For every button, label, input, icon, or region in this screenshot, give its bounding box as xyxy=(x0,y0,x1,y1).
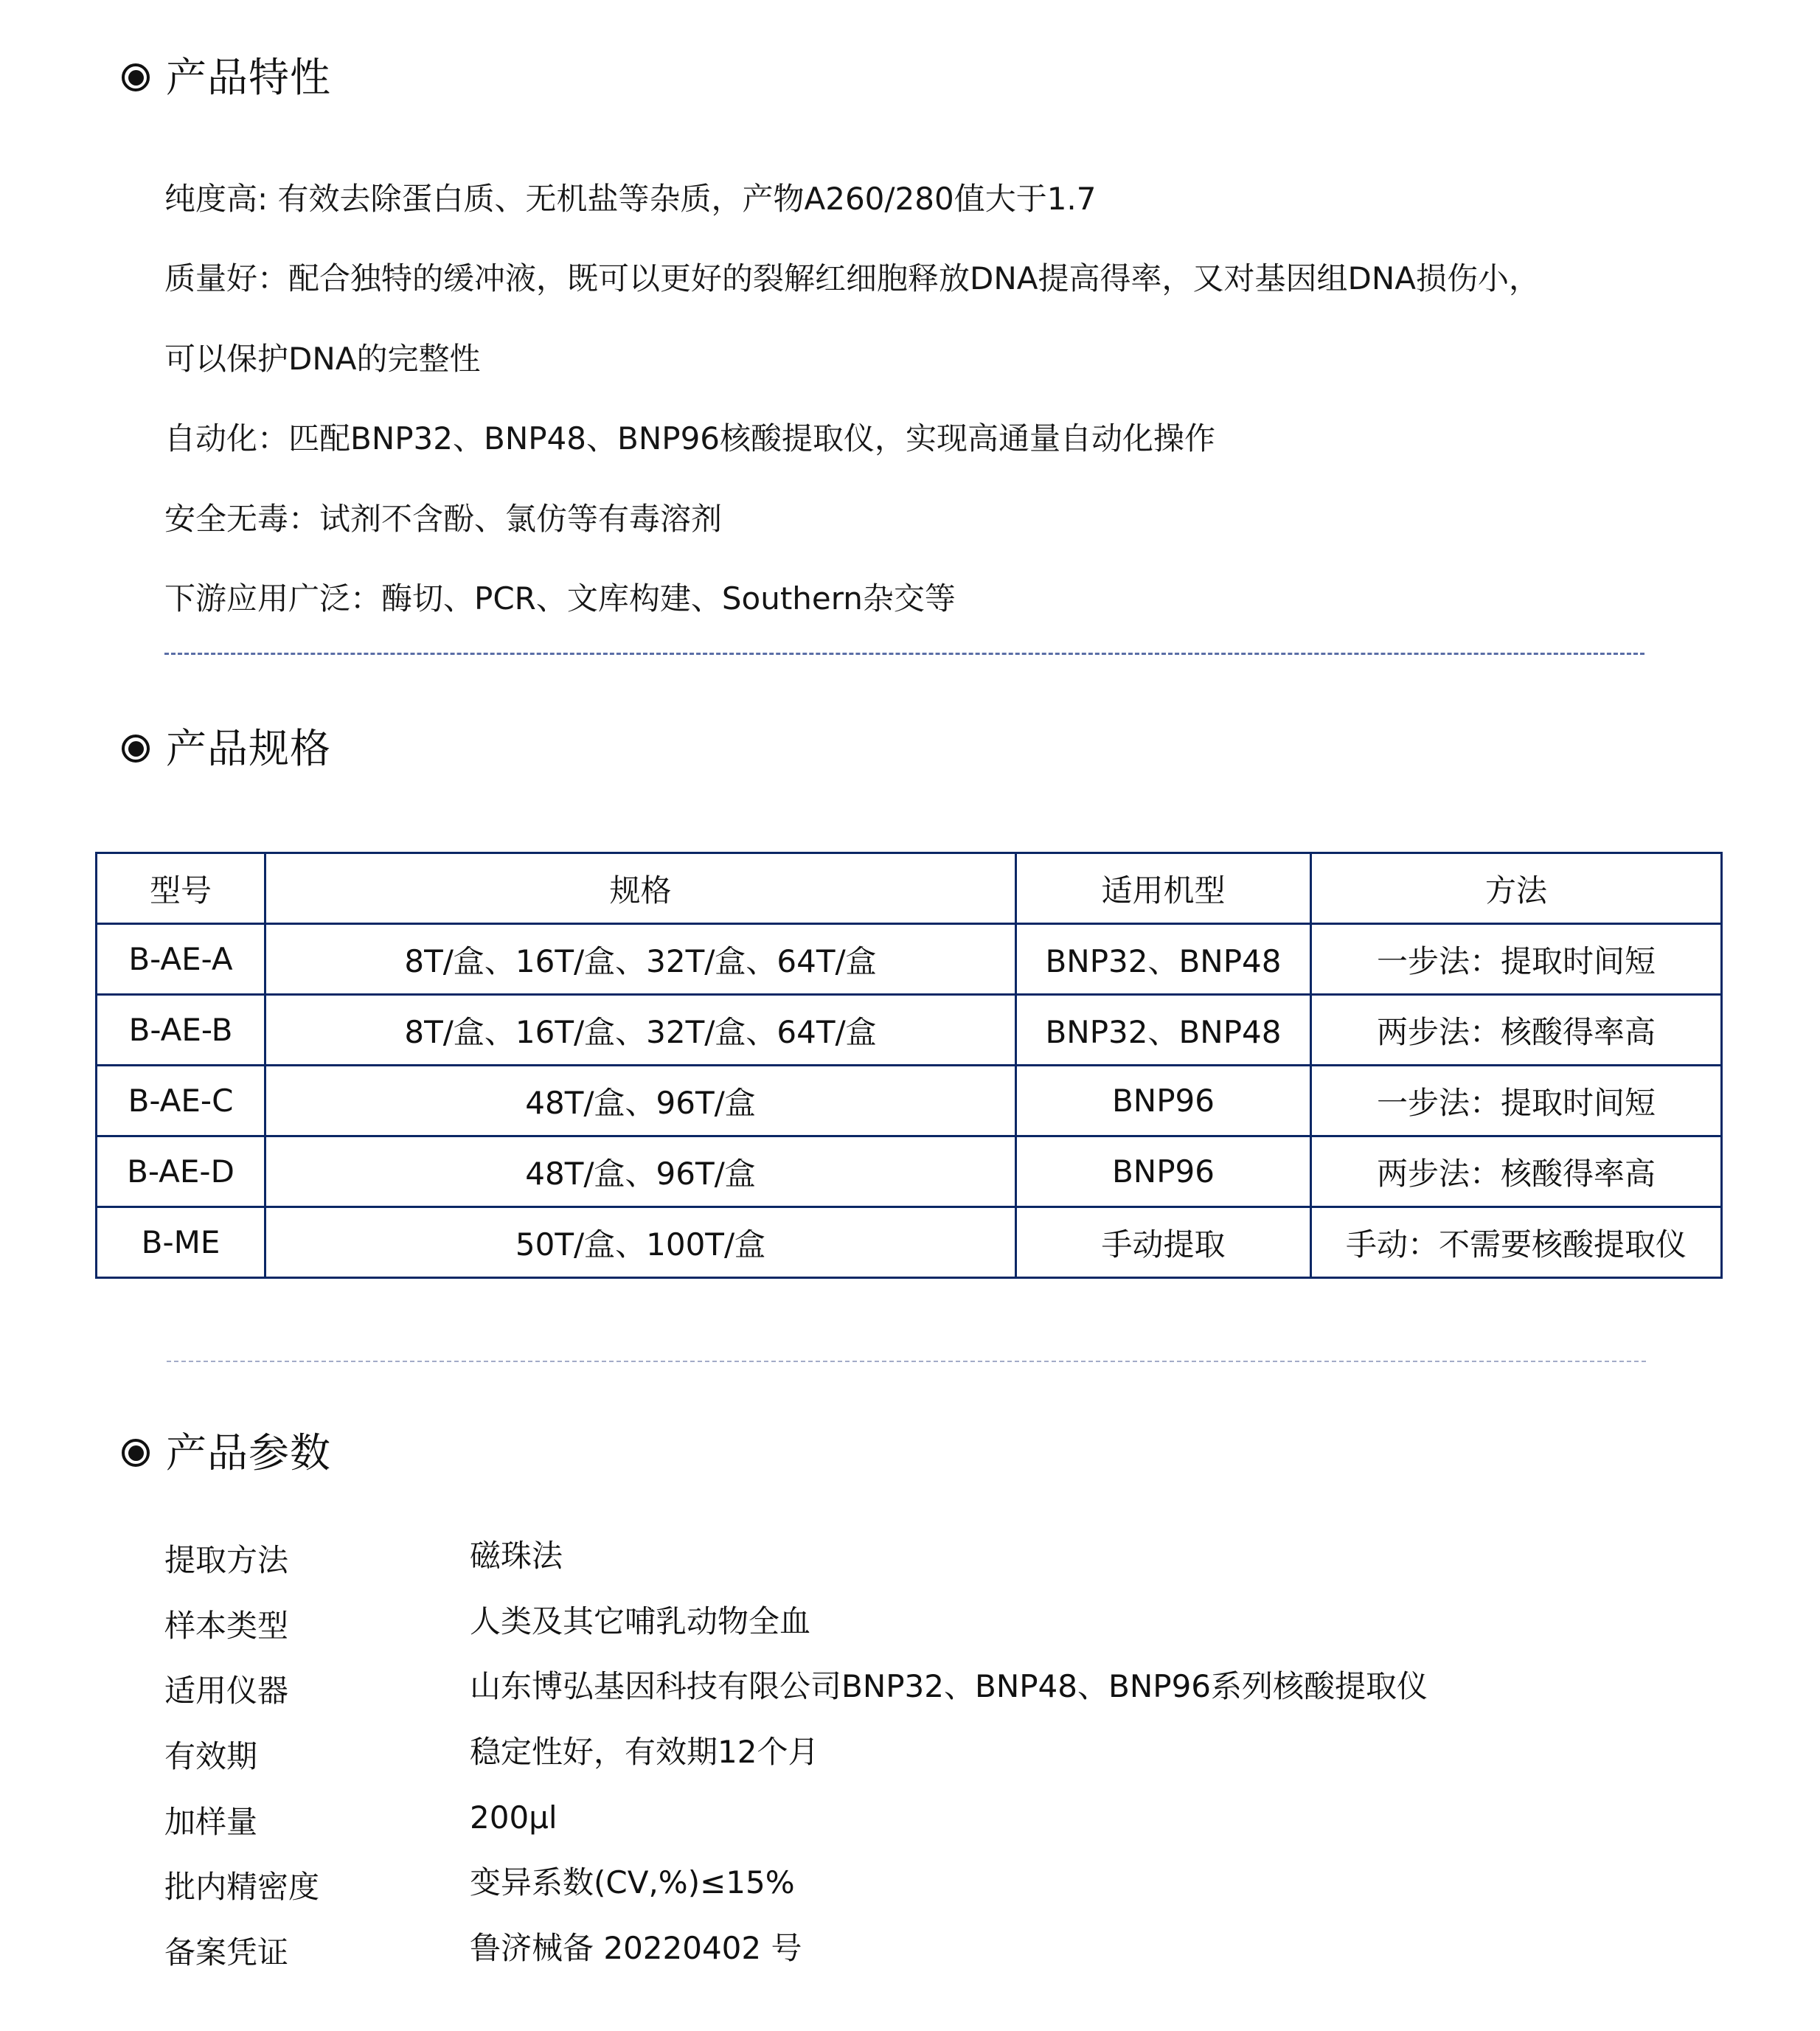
header-instrument: 适用机型 xyxy=(1016,853,1311,924)
param-value: 人类及其它哺乳动物全血 xyxy=(470,1603,811,1639)
features-heading xyxy=(122,55,331,100)
cell-model: B-AE-C xyxy=(97,1066,265,1136)
cell-model: B-ME xyxy=(97,1207,265,1278)
feature-line: 自动化：匹配BNP32、BNP48、BNP96核酸提取仪，实现高通量自动化操作 xyxy=(164,420,1216,457)
table-header-row xyxy=(97,853,1722,924)
param-value: 变异系数(CV,%)≤15% xyxy=(470,1864,795,1901)
cell-spec: 48T/盒、96T/盒 xyxy=(265,1066,1016,1136)
header-method: 方法 xyxy=(1311,853,1722,924)
cell-spec: 48T/盒、96T/盒 xyxy=(265,1136,1016,1207)
section-divider xyxy=(164,653,1644,655)
features-title: 产品特性 xyxy=(166,54,332,101)
cell-instrument: BNP96 xyxy=(1016,1136,1311,1207)
params-title: 产品参数 xyxy=(166,1429,332,1476)
features-list xyxy=(164,159,1540,639)
cell-method: 两步法：核酸得率高 xyxy=(1311,1136,1722,1207)
param-label: 样本类型 xyxy=(164,1607,289,1644)
cell-instrument: BNP96 xyxy=(1016,1066,1311,1136)
cell-instrument: BNP32、BNP48 xyxy=(1016,995,1311,1066)
param-label: 批内精密度 xyxy=(164,1869,320,1906)
cell-method: 一步法：提取时间短 xyxy=(1311,1066,1722,1136)
feature-line: 下游应用广泛：酶切、PCR、文库构建、Southern杂交等 xyxy=(164,580,956,617)
table-row xyxy=(97,995,1722,1066)
spec-title: 产品规格 xyxy=(166,725,332,772)
cell-instrument: BNP32、BNP48 xyxy=(1016,924,1311,995)
bullseye-icon xyxy=(122,63,150,91)
header-spec: 规格 xyxy=(265,853,1016,924)
param-label: 适用仪器 xyxy=(164,1673,289,1709)
param-label: 有效期 xyxy=(164,1738,258,1775)
header-model: 型号 xyxy=(97,853,265,924)
cell-instrument: 手动提取 xyxy=(1016,1207,1311,1278)
cell-spec: 8T/盒、16T/盒、32T/盒、64T/盒 xyxy=(265,995,1016,1066)
cell-model: B-AE-A xyxy=(97,924,265,995)
feature-line: 可以保护DNA的完整性 xyxy=(164,340,481,377)
cell-spec: 8T/盒、16T/盒、32T/盒、64T/盒 xyxy=(265,924,1016,995)
feature-line: 安全无毒：试剂不含酚、氯仿等有毒溶剂 xyxy=(164,500,723,537)
spec-heading xyxy=(122,726,331,771)
feature-line: 纯度高: 有效去除蛋白质、无机盐等杂质，产物A260/280值大于1.7 xyxy=(164,181,1097,217)
feature-line: 质量好：配合独特的缓冲液，既可以更好的裂解红细胞释放DNA提高得率，又对基因组DNA损伤小， xyxy=(164,260,1540,297)
param-value: 稳定性好，有效期12个月 xyxy=(470,1734,819,1771)
cell-model: B-AE-B xyxy=(97,995,265,1066)
cell-method: 手动：不需要核酸提取仪 xyxy=(1311,1207,1722,1278)
cell-method: 一步法：提取时间短 xyxy=(1311,924,1722,995)
table-row xyxy=(97,1136,1722,1207)
table-row xyxy=(97,1066,1722,1136)
param-value: 磁珠法 xyxy=(470,1538,563,1574)
param-value: 200μl xyxy=(470,1799,558,1836)
section-divider xyxy=(167,1361,1646,1362)
param-value: 鲁济械备 20220402 号 xyxy=(470,1930,802,1967)
spec-table xyxy=(95,852,1723,1279)
bullseye-icon xyxy=(122,735,150,763)
cell-spec: 50T/盒、100T/盒 xyxy=(265,1207,1016,1278)
cell-method: 两步法：核酸得率高 xyxy=(1311,995,1722,1066)
table-row xyxy=(97,924,1722,995)
bullseye-icon xyxy=(122,1439,150,1467)
param-label: 加样量 xyxy=(164,1803,258,1840)
table-row xyxy=(97,1207,1722,1278)
params-heading xyxy=(122,1431,331,1475)
param-label: 提取方法 xyxy=(164,1542,289,1578)
param-value: 山东博弘基因科技有限公司BNP32、BNP48、BNP96系列核酸提取仪 xyxy=(470,1668,1428,1705)
param-label: 备案凭证 xyxy=(164,1934,289,1971)
cell-model: B-AE-D xyxy=(97,1136,265,1207)
